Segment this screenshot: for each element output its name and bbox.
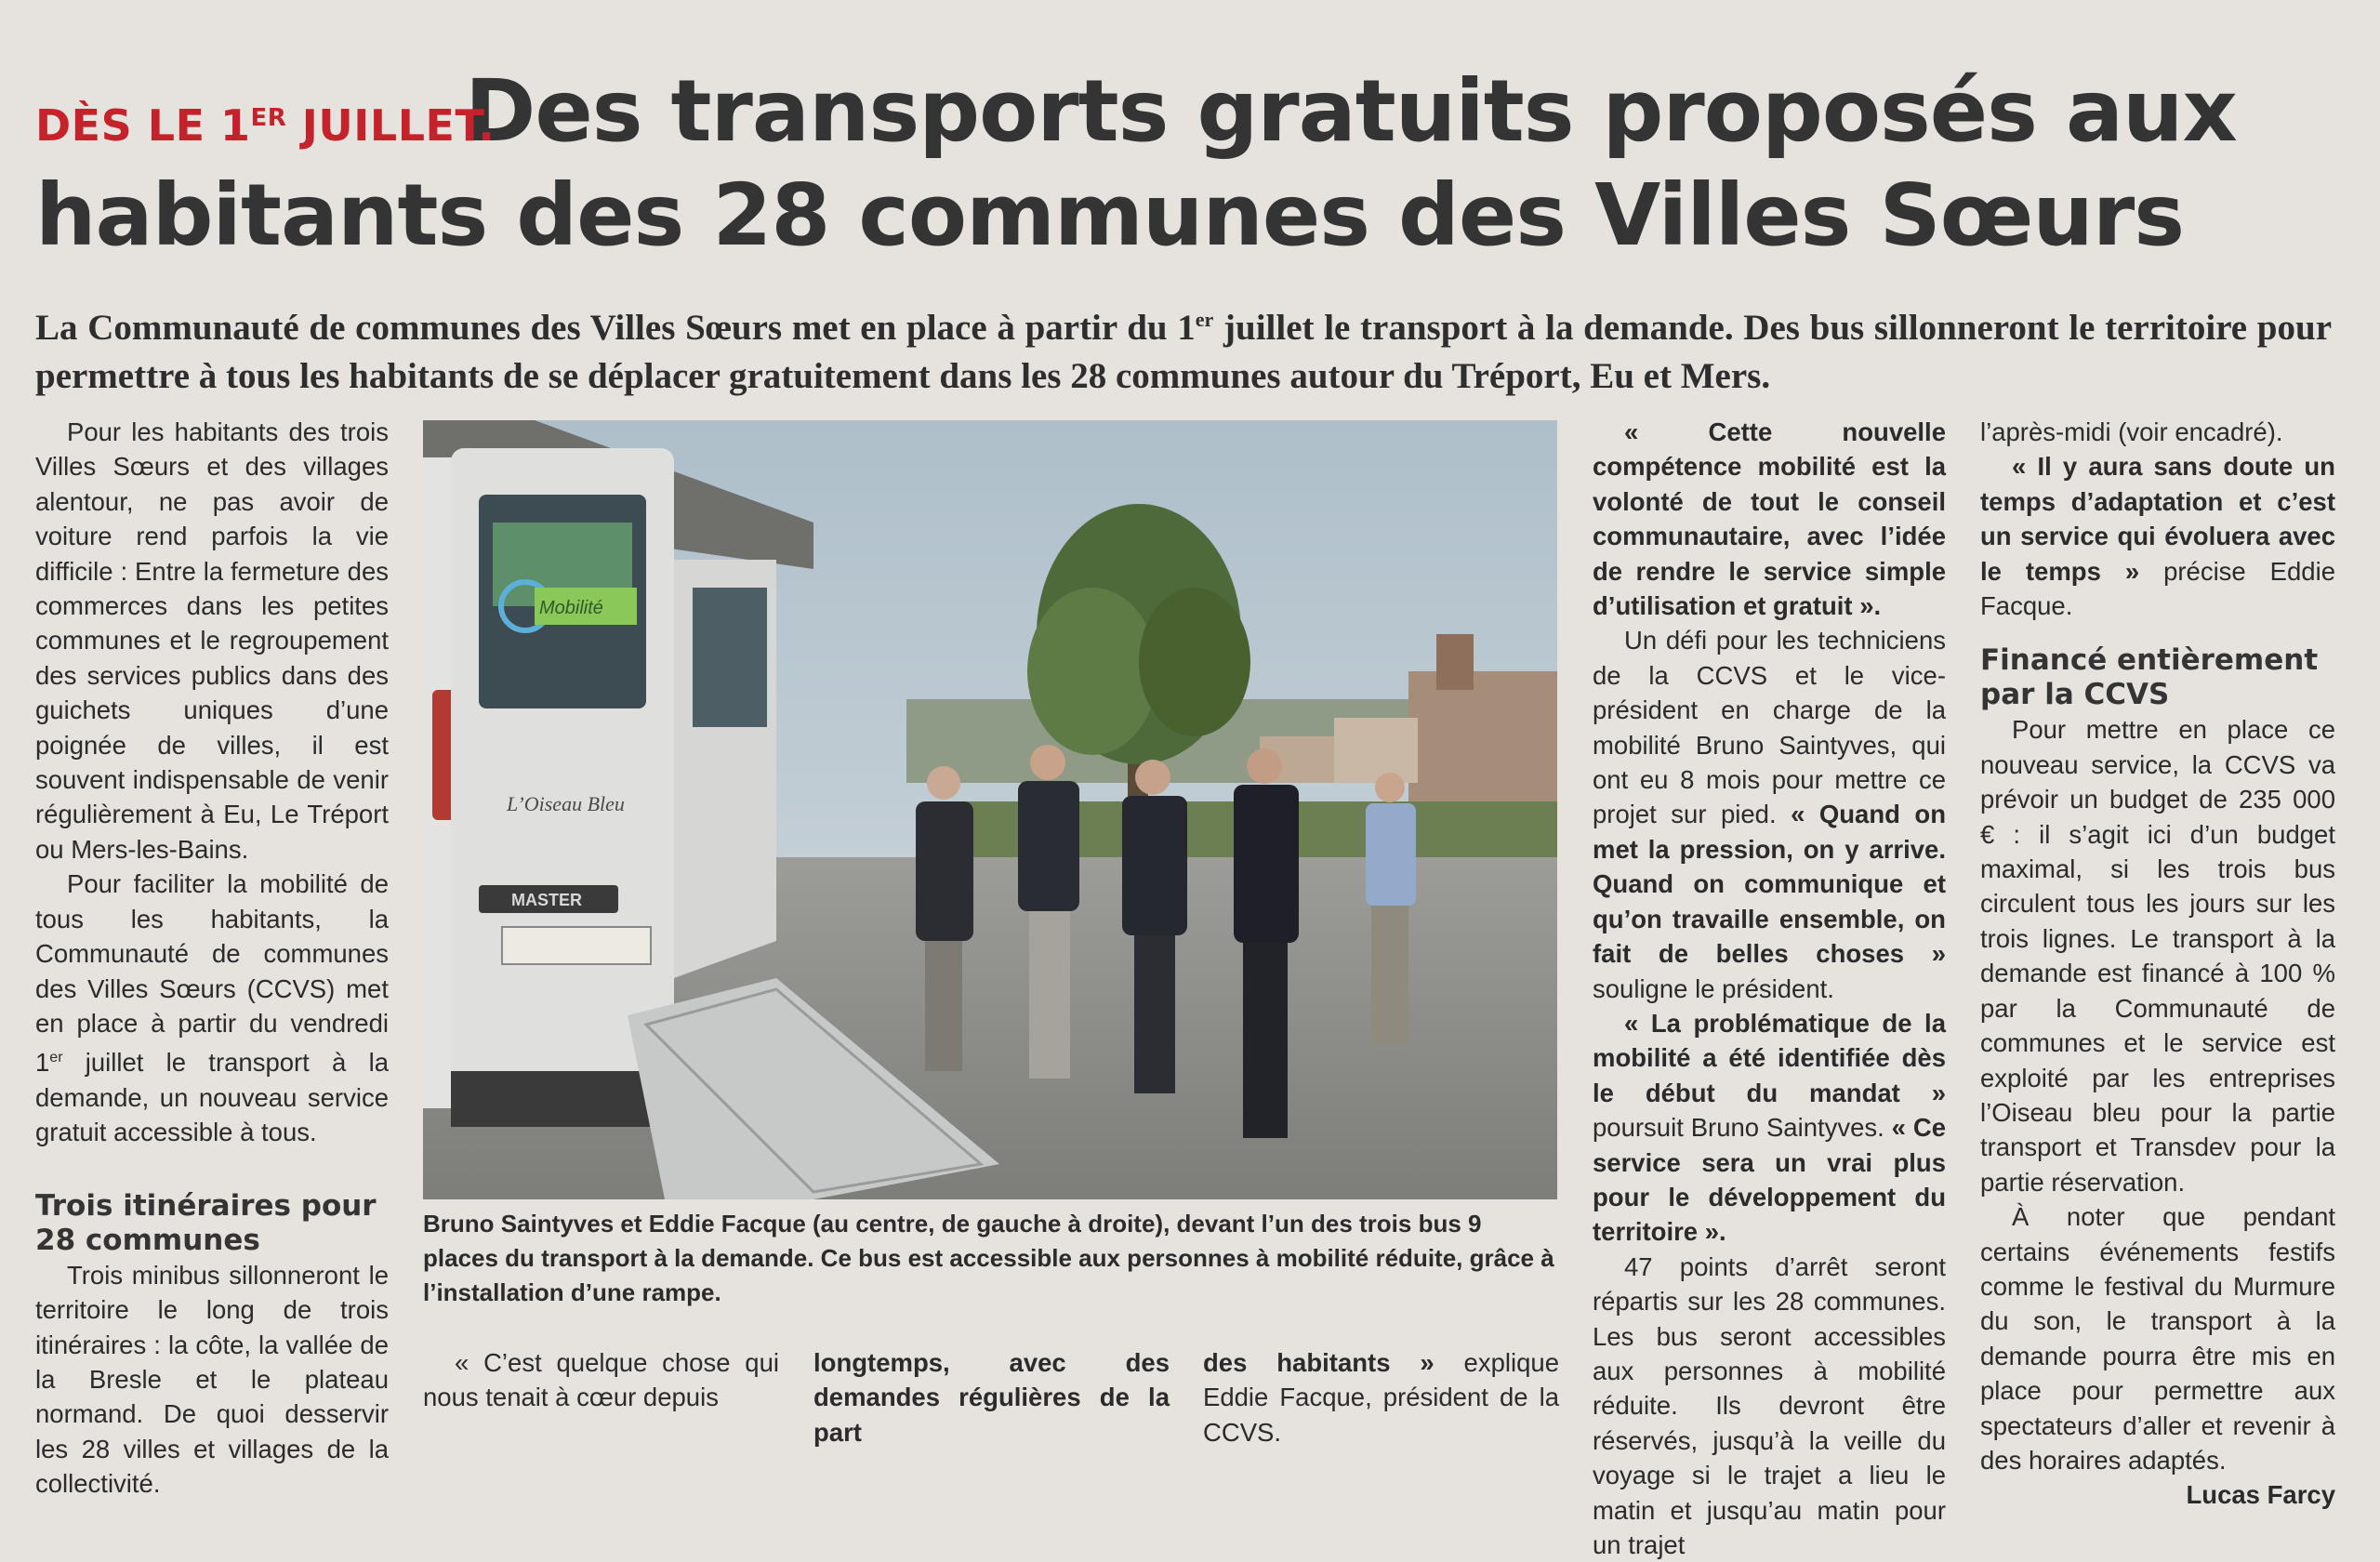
lead-paragraph <box>35 296 2332 401</box>
col5-quote-2: « Quand on met la pression, on y arrive. Quand on communique et qu’on travaille ensemble, on fait de belles choses » <box>1593 800 1947 969</box>
col1-subheading: Trois itinéraires pour 28 communes <box>35 1188 377 1257</box>
lead-part-2: juillet le transport à la demande. Des bus sillonneront le territoire pour permettre à tous les habitants de se déplacer gratuitement dans les 28 communes autour du Tréport, Eu et Mers. <box>35 308 2332 396</box>
bottom-col2-text: « C’est quelque chose qui nous tenait à cœur depuis <box>423 1348 779 1412</box>
column-1 <box>35 415 389 1502</box>
col1-p2-a: Pour faciliter la mobilité de tous les habitants, la Communauté de communes des Villes Sœurs (CCVS) met en place à partir du vendredi 1 <box>35 869 389 1078</box>
col5-quote-3-tail: poursuit Bruno Saintyves. <box>1593 1113 1892 1143</box>
column-5 <box>1593 415 1946 1562</box>
column-6 <box>1980 415 2335 1513</box>
col6-quote-1-tail: précise Eddie Facque. <box>1980 556 2335 621</box>
photo-van-sign: Mobilité <box>539 598 603 618</box>
headline-line-2: habitants des 28 communes des Villes Sœurs <box>35 165 2185 265</box>
bottom-col4-text <box>1203 1345 1559 1449</box>
col6-paragraph-0: l’après-midi (voir encadré). <box>1980 417 2283 446</box>
col6-paragraph-3: À noter que pendant certains événements festifs comme le festival du Murmure du son, le transport à la demande pourra être mis en place pour permettre aux spectateurs d’aller et revenir à des horaires adaptés. <box>1980 1202 2335 1475</box>
col5-quote-3: « La problématique de la mobilité a été identifiée dès le début du mandat » <box>1593 1008 1946 1107</box>
col6-quote-1: « Il y aura sans doute un temps d’adaptation et c’est un service qui évoluera avec le temps » <box>1980 452 2335 586</box>
col1-p2-sup: er <box>49 1050 63 1066</box>
lead-part-1: La Communauté de communes des Villes Sœurs met en place à partir du 1 <box>35 308 1196 348</box>
col1-paragraph-2 <box>35 867 389 1149</box>
photo-van-brand: L’Oiseau Bleu <box>507 792 625 815</box>
article-photo <box>423 420 1557 1199</box>
photo-illustration <box>423 420 1557 1199</box>
col1-paragraph-1: Pour les habitants des trois Villes Sœurs et des villages alentour, ne pas avoir de voiture rend parfois la vie difficile : Entre la fermeture des commerces dans les petites communes et le regroupement des services publics dans des guichets uniques d’une poignée de villes, il est souvent indispensable de venir régulièrement à Eu, Le Tréport ou Mers-les-Bains. <box>35 417 389 864</box>
photo-van-model: MASTER <box>511 891 582 909</box>
headline-line-1: Des transports gratuits proposés aux <box>465 61 2237 161</box>
photo-caption: Bruno Saintyves et Eddie Facque (au centre, de gauche à droite), devant l’un des trois bus 9 places du transport à la demande. Ce bus est accessible aux personnes à mobilité réduite, grâce à l’installation d’une rampe. <box>423 1210 1554 1306</box>
kicker-prefix: DÈS LE 1 <box>35 100 251 151</box>
bottom-column-3 <box>813 1345 1170 1449</box>
col6-subheading: Financé entièrement par la CCVS <box>1980 643 2319 712</box>
bottom-col3-text: longtemps, avec des demandes régulières de la part <box>813 1348 1170 1447</box>
kicker-sup: ER <box>250 104 287 132</box>
col5-paragraph-4: 47 points d’arrêt seront répartis sur les 28 communes. Les bus seront accessibles aux personnes à mobilité réduite. Ils devront être réservés, jusqu’à la veille du voyage si le trajet a lieu le matin et jusqu’au matin pour un trajet <box>1593 1251 1946 1559</box>
bottom-col4-tail: explique Eddie Facque, président de la CCVS. <box>1203 1348 1559 1447</box>
col5-quote-4: « Ce service sera un vrai plus pour le développement du territoire ». <box>1593 1113 1946 1247</box>
col5-quote-2-tail: souligne le président. <box>1593 973 1834 1003</box>
kicker-suffix: JUILLET. <box>286 100 496 151</box>
col1-paragraph-3: Trois minibus sillonneront le territoire le long de trois itinéraires : la côte, la vallée de la Bresle et le plateau normand. De quoi desservir les 28 villes et villages de la collectivité. <box>35 1260 389 1499</box>
col5-paragraph-3 <box>1593 1006 1946 1250</box>
bottom-column-4 <box>1203 1345 1559 1449</box>
author-signature: Lucas Farcy <box>2186 1480 2335 1510</box>
bottom-col4-quote: des habitants » <box>1203 1348 1435 1377</box>
kicker <box>35 100 495 151</box>
col5-paragraph-2 <box>1593 623 1946 1005</box>
lead-sup: er <box>1195 308 1214 331</box>
col6-paragraph-2: Pour mettre en place ce nouveau service, la CCVS va prévoir un budget de 235 000 € : il s’agit ici d’un budget maximal, si les trois bus circulent tous les jours sur les trois lignes. Le transport à la demande est financé à 100 % par la Communauté de communes et le service est exploité par les entreprises l’Oiseau bleu pour la partie transport et Transdev pour la partie réservation. <box>1980 715 2335 1197</box>
col6-paragraph-1 <box>1980 449 2335 623</box>
bottom-column-2 <box>423 1345 779 1415</box>
col1-p2-b: juillet le transport à la demande, un nouveau service gratuit accessible à tous. <box>35 1048 389 1147</box>
col5-p2: Un défi pour les techniciens de la CCVS et le vice-président en charge de la mobilité Bruno Saintyves, qui ont eu 8 mois pour mettre ce projet sur pied. <box>1593 626 1946 829</box>
col5-quote-1: « Cette nouvelle compétence mobilité est la volonté de tout le conseil communautaire, avec l’idée de rendre le service simple d’utilisation et gratuit ». <box>1593 417 1946 621</box>
